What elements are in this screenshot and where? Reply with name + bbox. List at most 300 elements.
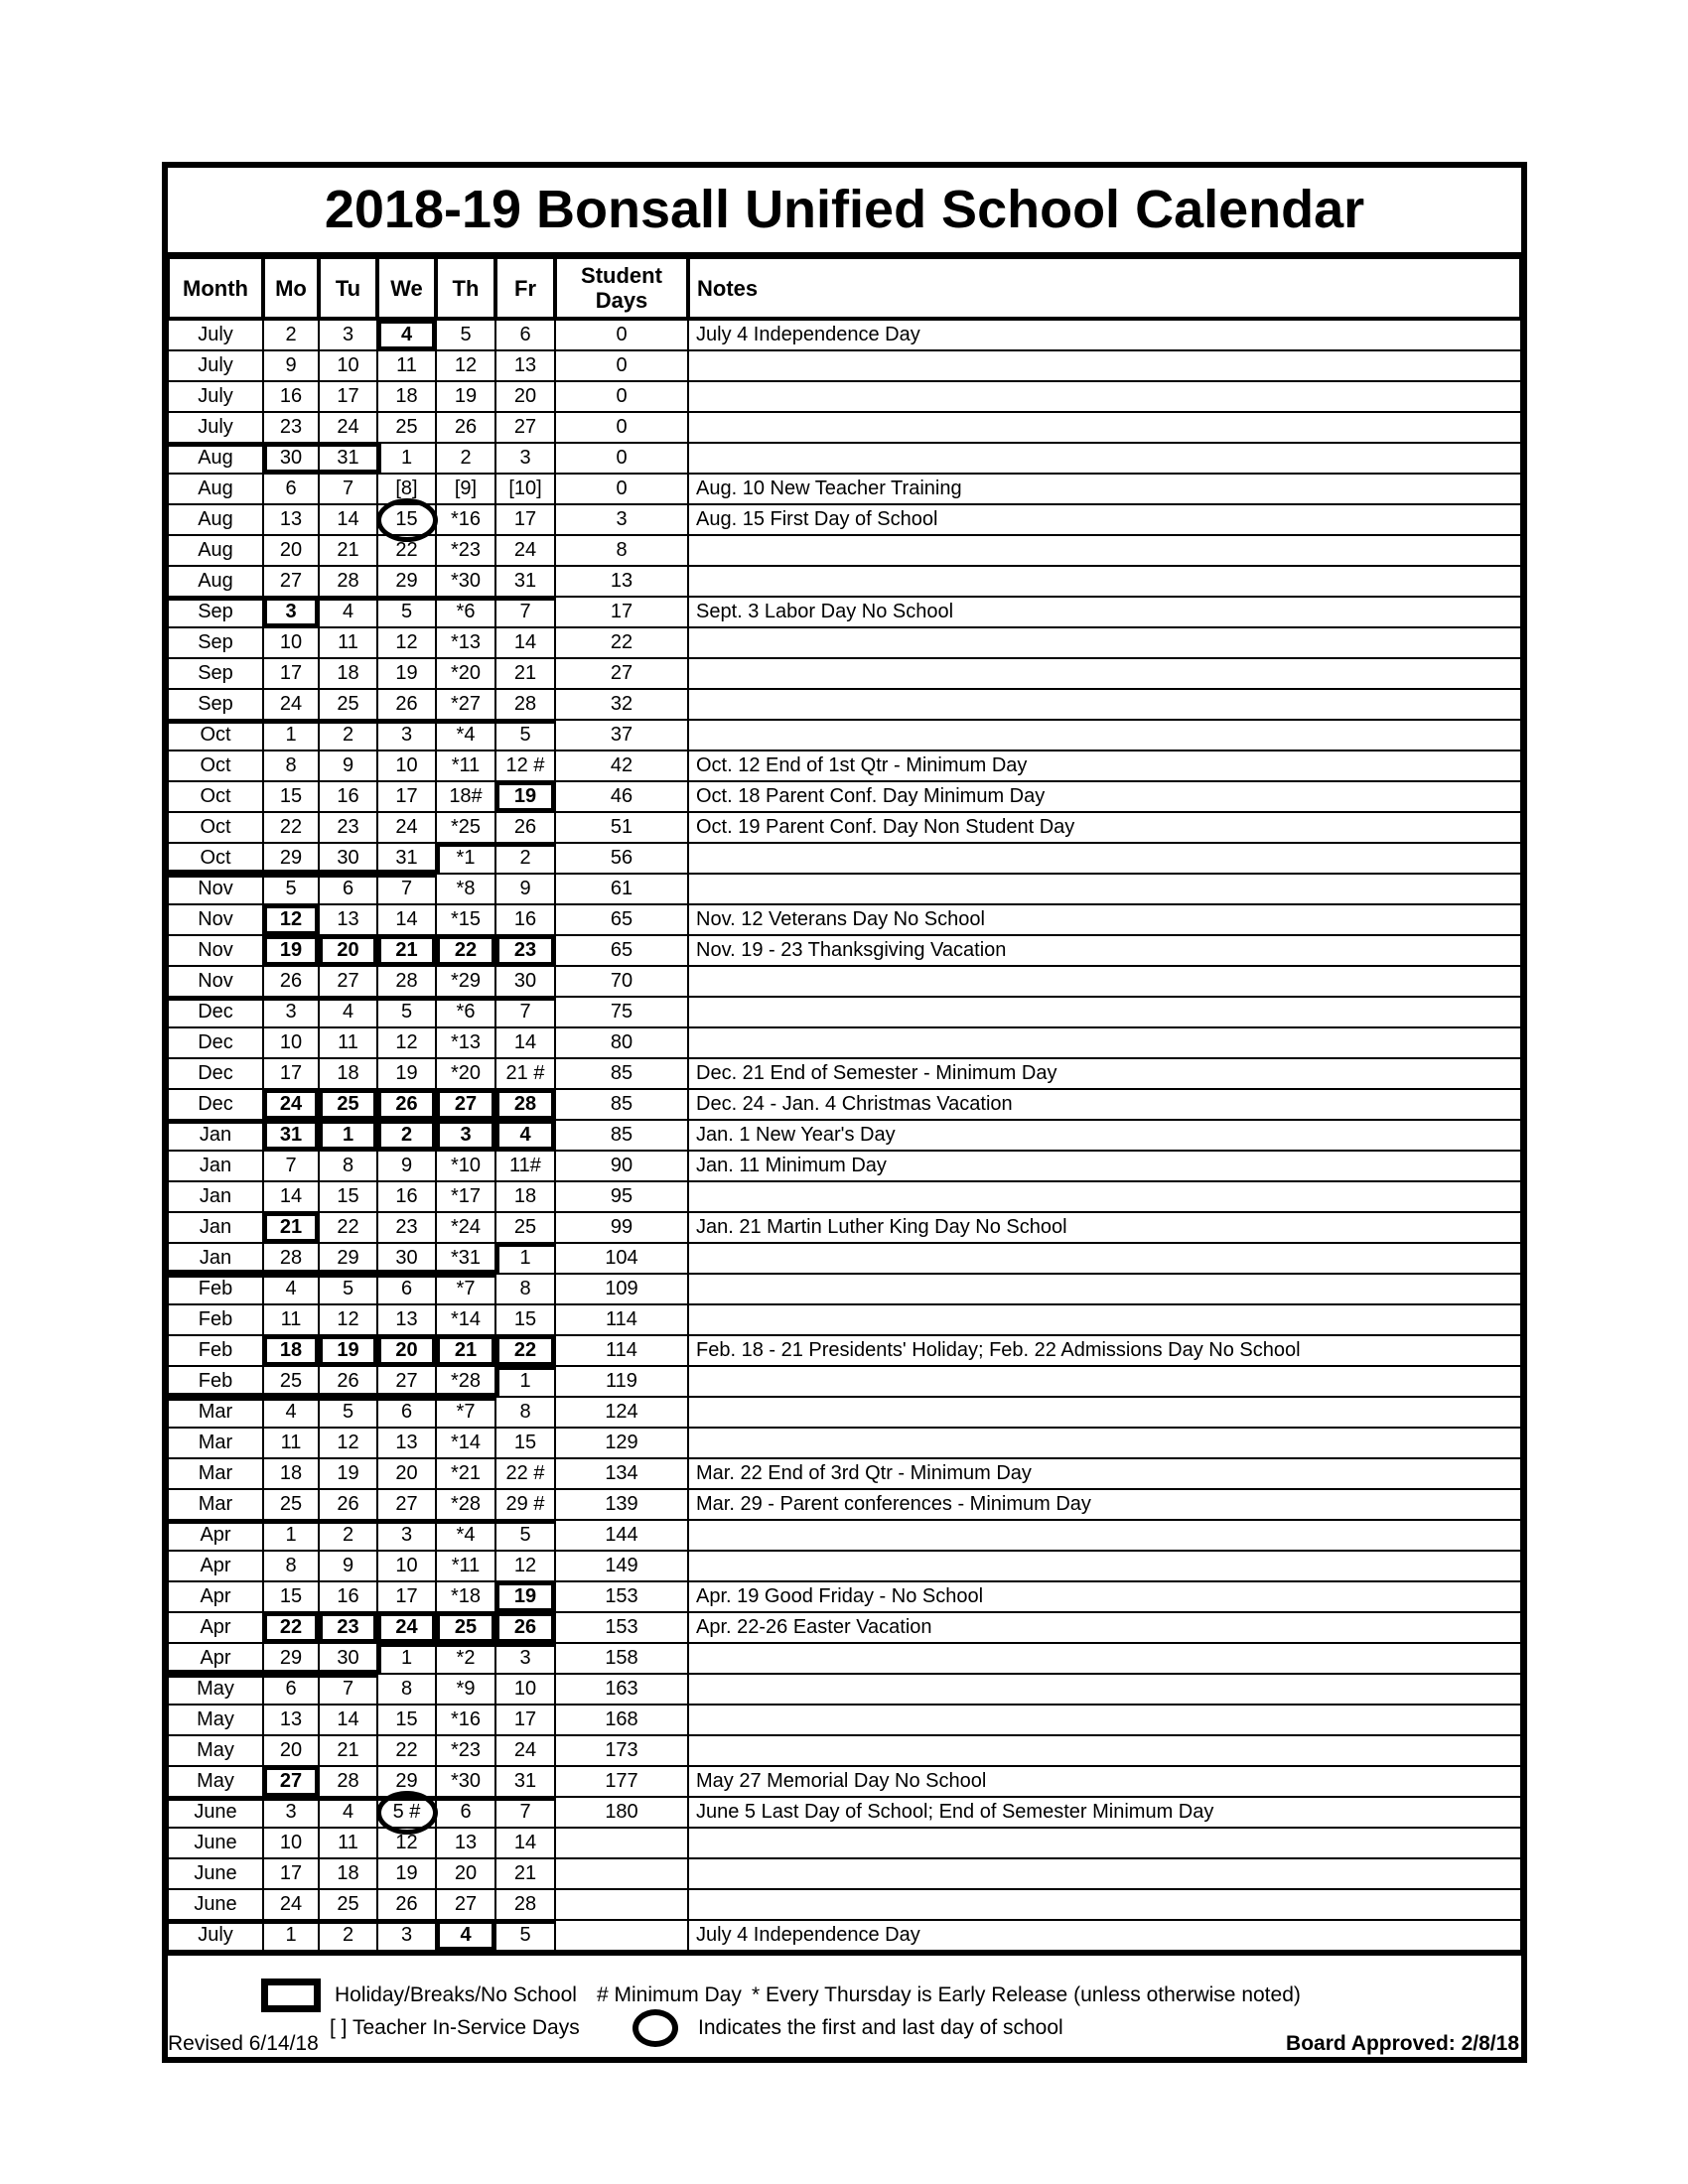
day-th-cell: [9] xyxy=(436,474,495,504)
day-tu-cell: 17 xyxy=(319,381,377,412)
day-fr-cell: 21 xyxy=(495,1858,555,1889)
day-tu-cell: 31 xyxy=(319,443,377,474)
day-fr-cell: 17 xyxy=(495,504,555,535)
day-th-cell: 13 xyxy=(436,1828,495,1858)
day-mo-cell: 11 xyxy=(263,1428,319,1458)
day-fr-cell: 15 xyxy=(495,1428,555,1458)
month-cell: Apr xyxy=(168,1551,263,1581)
day-tu-cell: 30 xyxy=(319,1643,377,1674)
month-cell: June xyxy=(168,1797,263,1828)
student-days-cell: 0 xyxy=(555,320,688,350)
day-fr-cell: 10 xyxy=(495,1674,555,1705)
student-days-cell: 51 xyxy=(555,812,688,843)
day-th-cell: *14 xyxy=(436,1304,495,1335)
day-we-cell: 30 xyxy=(377,1243,436,1274)
day-we-cell: 26 xyxy=(377,689,436,720)
day-tu-cell: 27 xyxy=(319,966,377,997)
notes-cell xyxy=(688,1243,1521,1274)
student-days-cell: 158 xyxy=(555,1643,688,1674)
day-mo-cell: 12 xyxy=(263,904,319,935)
month-cell: Feb xyxy=(168,1274,263,1304)
day-fr-cell: 26 xyxy=(495,812,555,843)
student-days-cell: 0 xyxy=(555,350,688,381)
month-cell: Jan xyxy=(168,1181,263,1212)
day-fr-cell: 11# xyxy=(495,1151,555,1181)
notes-cell: May 27 Memorial Day No School xyxy=(688,1766,1521,1797)
day-th-cell: *10 xyxy=(436,1151,495,1181)
day-tu-cell: 21 xyxy=(319,1735,377,1766)
notes-cell xyxy=(688,966,1521,997)
day-fr-cell: 17 xyxy=(495,1705,555,1735)
day-th-cell: *6 xyxy=(436,997,495,1027)
month-cell: Mar xyxy=(168,1489,263,1520)
day-th-cell: *24 xyxy=(436,1212,495,1243)
student-days-cell: 61 xyxy=(555,874,688,904)
day-mo-cell: 4 xyxy=(263,1397,319,1428)
day-we-cell: 5 # xyxy=(377,1797,436,1828)
student-days-cell: 65 xyxy=(555,904,688,935)
day-th-cell: 21 xyxy=(436,1335,495,1366)
day-fr-cell: 6 xyxy=(495,320,555,350)
day-tu-cell: 18 xyxy=(319,1858,377,1889)
day-fr-cell: 19 xyxy=(495,781,555,812)
month-cell: Apr xyxy=(168,1520,263,1551)
student-days-cell: 99 xyxy=(555,1212,688,1243)
day-th-cell: *13 xyxy=(436,627,495,658)
student-days-cell: 153 xyxy=(555,1581,688,1612)
day-th-cell: 27 xyxy=(436,1089,495,1120)
header-cell-mo: Mo xyxy=(263,257,319,320)
month-cell: Mar xyxy=(168,1397,263,1428)
day-th-cell: *1 xyxy=(436,843,495,874)
student-days-cell: 70 xyxy=(555,966,688,997)
day-mo-cell: 10 xyxy=(263,1027,319,1058)
day-mo-cell: 26 xyxy=(263,966,319,997)
legend-minimum-day-label: # Minimum Day xyxy=(597,1983,742,2006)
month-cell: Aug xyxy=(168,474,263,504)
day-th-cell: 20 xyxy=(436,1858,495,1889)
day-we-cell: 26 xyxy=(377,1889,436,1920)
day-tu-cell: 21 xyxy=(319,535,377,566)
month-cell: Jan xyxy=(168,1120,263,1151)
student-days-cell: 17 xyxy=(555,597,688,627)
day-we-cell: 22 xyxy=(377,1735,436,1766)
notes-cell xyxy=(688,874,1521,904)
student-days-cell: 173 xyxy=(555,1735,688,1766)
student-days-cell: 85 xyxy=(555,1058,688,1089)
student-days-cell: 144 xyxy=(555,1520,688,1551)
month-cell: Oct xyxy=(168,751,263,781)
legend-holiday-label: Holiday/Breaks/No School xyxy=(335,1983,577,2006)
day-we-cell: 28 xyxy=(377,966,436,997)
notes-cell xyxy=(688,1520,1521,1551)
day-mo-cell: 29 xyxy=(263,1643,319,1674)
student-days-cell: 104 xyxy=(555,1243,688,1274)
student-days-cell: 85 xyxy=(555,1120,688,1151)
day-th-cell: *16 xyxy=(436,1705,495,1735)
day-tu-cell: 15 xyxy=(319,1181,377,1212)
month-cell: Nov xyxy=(168,966,263,997)
day-th-cell: 4 xyxy=(436,1920,495,1951)
day-th-cell: *23 xyxy=(436,1735,495,1766)
day-we-cell: 18 xyxy=(377,381,436,412)
day-fr-cell: 16 xyxy=(495,904,555,935)
day-fr-cell: 3 xyxy=(495,1643,555,1674)
month-cell: June xyxy=(168,1858,263,1889)
student-days-cell: 3 xyxy=(555,504,688,535)
student-days-cell: 22 xyxy=(555,627,688,658)
month-cell: Oct xyxy=(168,781,263,812)
day-mo-cell: 10 xyxy=(263,1828,319,1858)
day-th-cell: 18# xyxy=(436,781,495,812)
notes-cell: June 5 Last Day of School; End of Semester Minimum Day xyxy=(688,1797,1521,1828)
student-days-cell: 153 xyxy=(555,1612,688,1643)
day-tu-cell: 9 xyxy=(319,1551,377,1581)
student-days-cell xyxy=(555,1858,688,1889)
student-days-cell: 46 xyxy=(555,781,688,812)
day-fr-cell: 20 xyxy=(495,381,555,412)
student-days-cell: 32 xyxy=(555,689,688,720)
holiday-box-swatch xyxy=(261,1979,321,2012)
day-th-cell: 5 xyxy=(436,320,495,350)
student-days-cell: 149 xyxy=(555,1551,688,1581)
day-tu-cell: 2 xyxy=(319,1520,377,1551)
day-mo-cell: 18 xyxy=(263,1458,319,1489)
student-days-cell xyxy=(555,1920,688,1951)
header-cell-fr: Fr xyxy=(495,257,555,320)
day-mo-cell: 3 xyxy=(263,597,319,627)
student-days-cell: 180 xyxy=(555,1797,688,1828)
month-cell: Oct xyxy=(168,843,263,874)
day-we-cell: 11 xyxy=(377,350,436,381)
day-fr-cell: 31 xyxy=(495,566,555,597)
day-fr-cell: 12 xyxy=(495,1551,555,1581)
day-th-cell: *29 xyxy=(436,966,495,997)
notes-cell xyxy=(688,1858,1521,1889)
day-th-cell: *20 xyxy=(436,1058,495,1089)
revised-date: Revised 6/14/18 xyxy=(168,2032,319,2055)
month-cell: Aug xyxy=(168,443,263,474)
day-we-cell: 17 xyxy=(377,781,436,812)
notes-cell: Jan. 21 Martin Luther King Day No School xyxy=(688,1212,1521,1243)
day-tu-cell: 12 xyxy=(319,1304,377,1335)
day-we-cell: 21 xyxy=(377,935,436,966)
day-tu-cell: 19 xyxy=(319,1335,377,1366)
month-cell: Mar xyxy=(168,1458,263,1489)
day-th-cell: 25 xyxy=(436,1612,495,1643)
notes-cell xyxy=(688,1735,1521,1766)
day-mo-cell: 13 xyxy=(263,504,319,535)
notes-cell xyxy=(688,1889,1521,1920)
student-days-cell xyxy=(555,1889,688,1920)
day-tu-cell: 25 xyxy=(319,1889,377,1920)
day-we-cell: 13 xyxy=(377,1304,436,1335)
month-cell: July xyxy=(168,350,263,381)
day-th-cell: 27 xyxy=(436,1889,495,1920)
student-days-cell: 95 xyxy=(555,1181,688,1212)
day-th-cell: *4 xyxy=(436,1520,495,1551)
day-fr-cell: 13 xyxy=(495,350,555,381)
day-fr-cell: 14 xyxy=(495,627,555,658)
day-th-cell: 3 xyxy=(436,1120,495,1151)
day-tu-cell: 30 xyxy=(319,843,377,874)
month-cell: Feb xyxy=(168,1304,263,1335)
day-th-cell: *21 xyxy=(436,1458,495,1489)
day-fr-cell: 3 xyxy=(495,443,555,474)
day-tu-cell: 24 xyxy=(319,412,377,443)
student-days-cell: 109 xyxy=(555,1274,688,1304)
day-th-cell: *15 xyxy=(436,904,495,935)
day-tu-cell: 16 xyxy=(319,1581,377,1612)
notes-cell xyxy=(688,1181,1521,1212)
day-tu-cell: 16 xyxy=(319,781,377,812)
day-tu-cell: 18 xyxy=(319,1058,377,1089)
day-mo-cell: 25 xyxy=(263,1366,319,1397)
day-mo-cell: 10 xyxy=(263,627,319,658)
day-mo-cell: 20 xyxy=(263,1735,319,1766)
day-we-cell: 24 xyxy=(377,812,436,843)
legend-early-release-label: * Every Thursday is Early Release (unless otherwise noted) xyxy=(752,1983,1301,2006)
day-fr-cell: 24 xyxy=(495,1735,555,1766)
day-tu-cell: 14 xyxy=(319,1705,377,1735)
month-cell: Apr xyxy=(168,1643,263,1674)
month-cell: Sep xyxy=(168,689,263,720)
day-tu-cell: 2 xyxy=(319,1920,377,1951)
day-th-cell: *28 xyxy=(436,1366,495,1397)
day-we-cell: 19 xyxy=(377,1858,436,1889)
day-we-cell: 25 xyxy=(377,412,436,443)
day-fr-cell: 5 xyxy=(495,720,555,751)
day-we-cell: 29 xyxy=(377,1766,436,1797)
day-we-cell: 6 xyxy=(377,1397,436,1428)
day-mo-cell: 6 xyxy=(263,474,319,504)
student-days-cell: 27 xyxy=(555,658,688,689)
day-we-cell: 29 xyxy=(377,566,436,597)
notes-cell xyxy=(688,1304,1521,1335)
day-th-cell: *11 xyxy=(436,751,495,781)
day-fr-cell: 23 xyxy=(495,935,555,966)
notes-cell: Dec. 21 End of Semester - Minimum Day xyxy=(688,1058,1521,1089)
day-tu-cell: 6 xyxy=(319,874,377,904)
day-we-cell: 8 xyxy=(377,1674,436,1705)
day-th-cell: *8 xyxy=(436,874,495,904)
day-we-cell: 16 xyxy=(377,1181,436,1212)
day-we-cell: 7 xyxy=(377,874,436,904)
day-th-cell: *9 xyxy=(436,1674,495,1705)
day-th-cell: *14 xyxy=(436,1428,495,1458)
day-th-cell: 12 xyxy=(436,350,495,381)
day-mo-cell: 8 xyxy=(263,1551,319,1581)
day-we-cell: 5 xyxy=(377,997,436,1027)
day-mo-cell: 5 xyxy=(263,874,319,904)
day-we-cell: 12 xyxy=(377,627,436,658)
day-we-cell: 5 xyxy=(377,597,436,627)
header-cell-month: Month xyxy=(168,257,263,320)
board-approved: Board Approved: 2/8/18 xyxy=(1286,2032,1519,2055)
day-th-cell: *28 xyxy=(436,1489,495,1520)
notes-cell: Jan. 1 New Year's Day xyxy=(688,1120,1521,1151)
notes-cell xyxy=(688,720,1521,751)
day-mo-cell: 27 xyxy=(263,566,319,597)
student-days-cell: 37 xyxy=(555,720,688,751)
day-fr-cell: 7 xyxy=(495,597,555,627)
notes-cell xyxy=(688,566,1521,597)
day-fr-cell: 21 # xyxy=(495,1058,555,1089)
day-we-cell: 1 xyxy=(377,1643,436,1674)
day-tu-cell: 10 xyxy=(319,350,377,381)
month-cell: June xyxy=(168,1828,263,1858)
day-mo-cell: 19 xyxy=(263,935,319,966)
month-cell: Jan xyxy=(168,1243,263,1274)
header-cell-tu: Tu xyxy=(319,257,377,320)
day-tu-cell: 7 xyxy=(319,1674,377,1705)
day-fr-cell: [10] xyxy=(495,474,555,504)
notes-cell xyxy=(688,689,1521,720)
notes-cell: Aug. 10 New Teacher Training xyxy=(688,474,1521,504)
day-mo-cell: 1 xyxy=(263,720,319,751)
day-mo-cell: 29 xyxy=(263,843,319,874)
month-cell: Aug xyxy=(168,535,263,566)
notes-cell xyxy=(688,1428,1521,1458)
day-mo-cell: 18 xyxy=(263,1335,319,1366)
month-cell: Nov xyxy=(168,874,263,904)
day-mo-cell: 3 xyxy=(263,997,319,1027)
day-th-cell: 2 xyxy=(436,443,495,474)
student-days-cell: 124 xyxy=(555,1397,688,1428)
day-th-cell: *31 xyxy=(436,1243,495,1274)
day-we-cell: 10 xyxy=(377,1551,436,1581)
month-cell: Oct xyxy=(168,720,263,751)
day-mo-cell: 20 xyxy=(263,535,319,566)
day-tu-cell: 26 xyxy=(319,1366,377,1397)
month-cell: Dec xyxy=(168,1027,263,1058)
day-th-cell: *30 xyxy=(436,566,495,597)
month-cell: June xyxy=(168,1889,263,1920)
day-we-cell: 19 xyxy=(377,658,436,689)
day-we-cell: 27 xyxy=(377,1489,436,1520)
student-days-cell: 0 xyxy=(555,412,688,443)
student-days-cell: 119 xyxy=(555,1366,688,1397)
notes-cell: Oct. 12 End of 1st Qtr - Minimum Day xyxy=(688,751,1521,781)
day-we-cell: 2 xyxy=(377,1120,436,1151)
notes-cell xyxy=(688,1705,1521,1735)
day-mo-cell: 4 xyxy=(263,1274,319,1304)
header-cell-student-days: Student Days xyxy=(555,257,688,320)
day-th-cell: *7 xyxy=(436,1397,495,1428)
day-fr-cell: 8 xyxy=(495,1397,555,1428)
day-we-cell: 26 xyxy=(377,1089,436,1120)
day-fr-cell: 28 xyxy=(495,1089,555,1120)
month-cell: Nov xyxy=(168,935,263,966)
header-cell-notes: Notes xyxy=(688,257,1521,320)
student-days-cell: 177 xyxy=(555,1766,688,1797)
notes-cell: Aug. 15 First Day of School xyxy=(688,504,1521,535)
header-cell-th: Th xyxy=(436,257,495,320)
day-fr-cell: 21 xyxy=(495,658,555,689)
month-cell: July xyxy=(168,320,263,350)
day-fr-cell: 2 xyxy=(495,843,555,874)
month-cell: Dec xyxy=(168,1089,263,1120)
day-tu-cell: 29 xyxy=(319,1243,377,1274)
day-we-cell: 23 xyxy=(377,1212,436,1243)
student-days-cell: 75 xyxy=(555,997,688,1027)
day-tu-cell: 12 xyxy=(319,1428,377,1458)
student-days-cell xyxy=(555,1828,688,1858)
day-tu-cell: 2 xyxy=(319,720,377,751)
notes-cell xyxy=(688,843,1521,874)
day-fr-cell: 25 xyxy=(495,1212,555,1243)
day-tu-cell: 8 xyxy=(319,1151,377,1181)
day-mo-cell: 21 xyxy=(263,1212,319,1243)
notes-cell: Nov. 19 - 23 Thanksgiving Vacation xyxy=(688,935,1521,966)
day-th-cell: *23 xyxy=(436,535,495,566)
month-cell: Feb xyxy=(168,1335,263,1366)
day-tu-cell: 11 xyxy=(319,1828,377,1858)
day-tu-cell: 19 xyxy=(319,1458,377,1489)
day-th-cell: *2 xyxy=(436,1643,495,1674)
day-fr-cell: 28 xyxy=(495,689,555,720)
day-we-cell: 3 xyxy=(377,720,436,751)
day-mo-cell: 23 xyxy=(263,412,319,443)
day-mo-cell: 17 xyxy=(263,658,319,689)
day-mo-cell: 25 xyxy=(263,1489,319,1520)
day-mo-cell: 24 xyxy=(263,1089,319,1120)
notes-cell xyxy=(688,997,1521,1027)
month-cell: May xyxy=(168,1674,263,1705)
day-we-cell: 6 xyxy=(377,1274,436,1304)
student-days-cell: 13 xyxy=(555,566,688,597)
day-tu-cell: 18 xyxy=(319,658,377,689)
day-mo-cell: 22 xyxy=(263,812,319,843)
month-cell: Apr xyxy=(168,1612,263,1643)
day-we-cell: 13 xyxy=(377,1428,436,1458)
day-tu-cell: 26 xyxy=(319,1489,377,1520)
month-cell: Oct xyxy=(168,812,263,843)
day-fr-cell: 4 xyxy=(495,1120,555,1151)
day-we-cell: 20 xyxy=(377,1335,436,1366)
month-cell: Aug xyxy=(168,566,263,597)
day-tu-cell: 28 xyxy=(319,566,377,597)
day-fr-cell: 29 # xyxy=(495,1489,555,1520)
notes-cell: July 4 Independence Day xyxy=(688,1920,1521,1951)
calendar-page xyxy=(162,162,1527,2063)
student-days-cell: 0 xyxy=(555,474,688,504)
day-tu-cell: 23 xyxy=(319,1612,377,1643)
day-mo-cell: 3 xyxy=(263,1797,319,1828)
month-cell: Jan xyxy=(168,1151,263,1181)
day-th-cell: 19 xyxy=(436,381,495,412)
day-we-cell: 22 xyxy=(377,535,436,566)
student-days-cell: 65 xyxy=(555,935,688,966)
day-th-cell: 22 xyxy=(436,935,495,966)
day-fr-cell: 14 xyxy=(495,1828,555,1858)
day-tu-cell: 22 xyxy=(319,1212,377,1243)
notes-cell xyxy=(688,350,1521,381)
day-we-cell: [8] xyxy=(377,474,436,504)
day-fr-cell: 5 xyxy=(495,1920,555,1951)
day-mo-cell: 7 xyxy=(263,1151,319,1181)
month-cell: July xyxy=(168,412,263,443)
day-mo-cell: 13 xyxy=(263,1705,319,1735)
day-mo-cell: 24 xyxy=(263,689,319,720)
student-days-cell: 90 xyxy=(555,1151,688,1181)
month-cell: Sep xyxy=(168,597,263,627)
day-th-cell: *11 xyxy=(436,1551,495,1581)
student-days-cell: 85 xyxy=(555,1089,688,1120)
day-th-cell: *17 xyxy=(436,1181,495,1212)
day-mo-cell: 6 xyxy=(263,1674,319,1705)
month-cell: Dec xyxy=(168,1058,263,1089)
